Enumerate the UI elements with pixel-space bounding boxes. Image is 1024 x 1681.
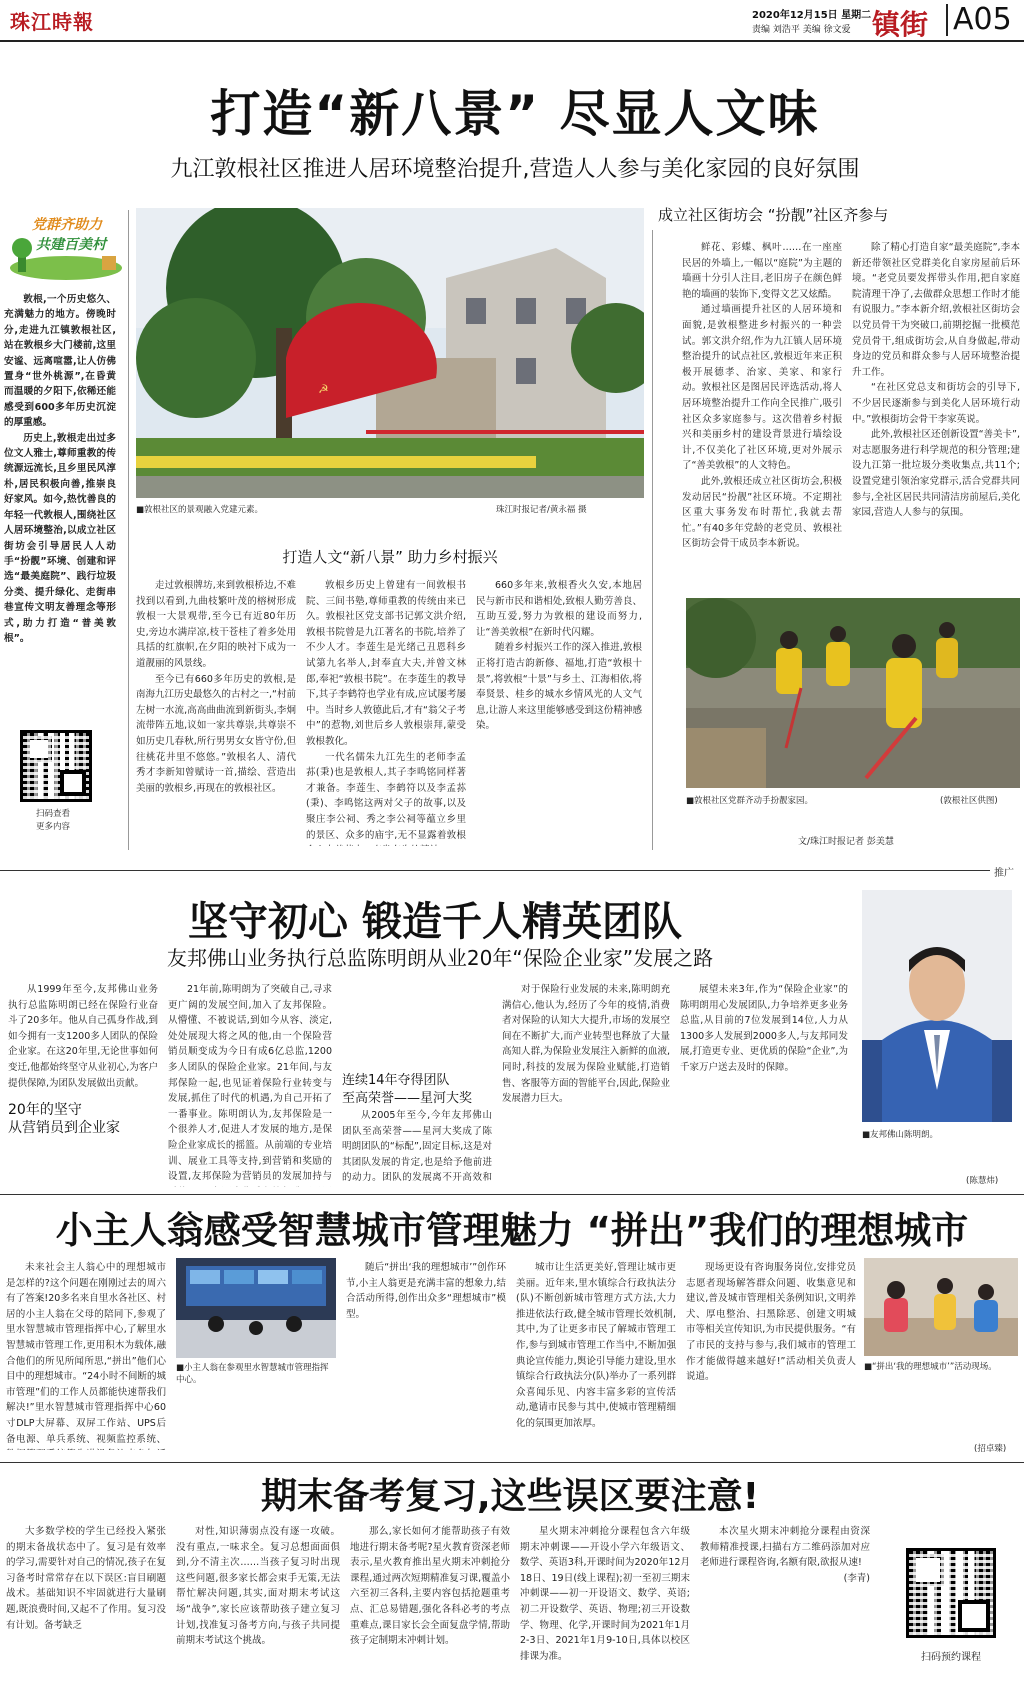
story2-body2: 从2005年至今,今年友邦佛山团队至高荣誉——星河大奖成了陈明朗团队的“标配”,固定目标,这是对其团队发展的肯定,也是给予他前进的动力。团队的发展离不开高效和 — [342, 1110, 492, 1184]
body-paragraph: “在社区党总支和街坊会的引导下,不少居民逐渐参与到美化人居环境行动中。”敦根街坊会骨干李家英说。 — [852, 382, 1020, 425]
story3-col2 — [346, 1260, 506, 1450]
story1-subhead: 九江敦根社区推进人居环境整治提升,营造人人参与美化家园的良好氛围 — [170, 157, 860, 182]
section-name: 镇街 — [872, 8, 929, 41]
story2-headline: 坚守初心 锻造千人精英团队 — [188, 899, 682, 945]
body-paragraph: 此外,敦根还成立社区街坊会,积极发动居民“扮靓”社区环境。不定期社区重大事务发布时帮忙,我就去帮忙。”有40多年党龄的老党员、敦根社区街坊会骨干成员李本新说。 — [682, 475, 842, 550]
story4-col2 — [176, 1524, 340, 1674]
story1-photo-village — [136, 208, 644, 498]
story2-subtitle2: 连续14年夺得团队 — [342, 1073, 450, 1088]
village-scene-image — [136, 208, 644, 498]
story1-photo-volunteers — [686, 598, 1020, 788]
story4-body1: 大多数学校的学生已经投入紧张的期末备战状态中了。复习是有效率的学习,需要针对自己的情况,孩子在复习备考时常常存在以下误区:盲目刷题战术。基础知识不牢固就进行大量刷题,既浪费时间,又起不了作用。复习没有计划。备考缺乏 — [6, 1526, 166, 1631]
story2-author: (陈慧炜) — [966, 1176, 999, 1186]
story4-body4: 星火期末冲刺抢分课程包含六年级期末冲刺课——开设小学六年级语文、数学、英语3科,开课时间为2020年12月18日、19日(线上课程);初一至初三期末冲刺课——初一开设语文、数学、英语;初二开设数学、英语、物理;初三开设数学、物理、化学,开课时间为2021年1月2-3日、2021年1月9-10日,具体以校区排课为准。 — [520, 1526, 690, 1662]
paper-logo: 珠江時報 — [10, 10, 94, 34]
story4-author: (李青) — [843, 1572, 870, 1584]
story2-intro: 从1999年至今,友邦佛山业务执行总监陈明朗已经在保险行业奋斗了20多年。他从自己孤身作战,到如今拥有一支1200多人团队的保险企业家。在这20年里,无论世事如何变迁,他都始终坚守从业初心,为客户提供保障,为团队发展做出贡献。 — [8, 984, 158, 1089]
story3-photo-command-center — [176, 1258, 336, 1358]
story2-subtitle2b: 至高荣誉——星河大奖 — [342, 1091, 473, 1106]
command-center-image — [176, 1258, 336, 1358]
story2-col2 — [168, 982, 332, 1187]
story4-headline: 期末备考复习,这些误区要注意! — [260, 1476, 760, 1517]
body-paragraph: 660多年来,敦根香火久安,本地居民与新市民和谐相处,致根人勤劳善良、互助互爱,努力为敦根的建设而努力,让“善美敦根”在新时代闪耀。 — [476, 580, 642, 638]
story1-body-a-col3 — [476, 578, 642, 846]
story2-body1: 21年前,陈明朗为了突破自己,寻求更广阔的发展空间,加入了友邦保险。从懵懂、不被说话,到如今从容、淡定,处处展现大将之风的他,由一个保险营销员顺变成为今日有成6亿总监,1200多人团队的保险企业家。21年间,与友邦保险一起,也见证着保险行业转变与发展,抓住了时代的机遇,为自己开拓了一番事业。陈明朗认为,友邦保险是一个很养人才,促进人才发展的地方,是保险企业家成长的摇篮。从前端的专业培训、展业工具等支持,到营销和奖励的设置,友邦保险为营销员的发展加持与 — [168, 984, 332, 1183]
story4-col4 — [520, 1524, 690, 1674]
issue-date: 2020年12月15日 星期二 — [752, 10, 872, 21]
story4-qr-code[interactable] — [906, 1548, 996, 1638]
story1-subtitle-a: 打造人文“新八景” 助力乡村振兴 — [282, 548, 498, 566]
body-paragraph: 此外,敦根社区还创新设置“善美卡”,对志愿服务进行科学规范的积分管理;建设九江第一批垃圾分类收集点,共11个;设置党建引领治家党群示,活合党群共同参与,全社区居民共同清洁房前屋后,美化家园,营造人人参与的氛围。 — [852, 429, 1020, 519]
story1-qr-label: 扫码查看 更多内容 — [36, 809, 71, 832]
story2-subtitle1: 20年的坚守 — [8, 1102, 82, 1119]
story1-qr-code[interactable] — [20, 730, 92, 802]
story1-divider — [652, 230, 653, 850]
story1-photo1-caption: ■敦根社区的景观融入党建元素。 — [136, 505, 264, 515]
story2-subtitle1b: 从营销员到企业家 — [8, 1120, 120, 1137]
body-paragraph: 除了精心打造自家“最美庭院”,李本新还带领社区党群美化自家房屋前后环境。“老党员要发挥带头作用,把自家庭院清理干净了,去做群众思想工作时才能有说服力。”李本新介绍,敦根社区街坊会以党员骨干为突破口,前期挖掘一批模范党员骨干,组成街坊会,从自身做起,带动身边的党员和群众参与人居环境整治提升工作。 — [852, 242, 1020, 378]
story2-col1 — [8, 982, 158, 1187]
story2-body3: 对于保险行业发展的未来,陈明朗充满信心,他认为,经历了今年的疫情,消费者对保险的认知大大提升,市场的发展空间在不断扩大,而产业转型也释放了大量高知人群,为保险业发展注入新鲜的血液,同时,科技的发展为保险业赋能,打造销售、客服等方面的智能平台,因此,保险业发展潜力巨大。 — [502, 984, 670, 1105]
story1-body-a-col2 — [306, 578, 466, 846]
story2-portrait-caption: ■友邦佛山陈明朗。 — [862, 1130, 939, 1140]
story4-qr-label: 扫码预约课程 — [921, 1652, 981, 1663]
body-paragraph: 通过墙画提升社区的人居环境和面貌,是敦根整进乡村振兴的一种尝试。郭文洪介绍,作为九江镇人居环境整治提升的试点社区,敦根近年来正积极开展德孝、治家、美家、和家行动。敦根社区是图居民评选活动,将人居环境整治提升工作向全民推广,吸引社区众多家庭参与。这次借着乡村振兴和美丽乡村的建设背景进行墙绘设计,不仅美化了社区环境,更对外展示了“善美敦根”的人文特色。 — [682, 304, 842, 472]
intro-paragraph: 敦根,一个历史悠久、充满魅力的地方。傍晚时分,走进九江镇敦根社区,站在敦根乡大门楼前,这里安谧、远离喧嚣,让人仿佛置身“世外桃源”,在昏黄而温暖的夕阳下,依稀还能感受到600多年历史沉淀的厚重感。 — [4, 294, 116, 429]
story3-body3: 城市让生活更美好,管理让城市更美丽。近年来,里水镇综合行政执法分(队)不断创新城市管理方式方法,大力推进依法行政,健全城市管理长效机制,其中,为了让更多市民了解城市管理工作,参与到城市管理工作当中,不断加强典论宣传能力,舆论引导能力建设,里水镇综合行政执法分(队)举办了一系列群众喜闻乐见、内容丰富多彩的宣传活动,邀请市民参与其中,使城市管理精细化的氛围更加浓厚。 — [516, 1262, 676, 1429]
story1-subtitle-b: 成立社区街坊会 “扮靓”社区齐参与 — [658, 206, 889, 224]
promo-tag: 推广 — [994, 868, 1014, 879]
story4-body2: 对性,知识薄弱点没有逐一攻破。没有重点,一味求全。复习总想面面俱到,分不清主次……当孩子复习时出现这些问题,很多家长都会束手无策,无法帮忙解决问题,其实,面对期末考试这场“战争”,家长应该帮助孩子建立复习计划,找准复习备考方向,与孩子共同提前期末考试这个挑战。 — [176, 1526, 340, 1647]
body-paragraph: 随着乡村振兴工作的深入推进,敦根正将打造古韵新修、福地,打造“敦根十景”,将敦根“十景”与乡土、江海相依,将奉贤景、桂乡的城水乡情风光的人文气息,让游人来这里能够感受到这份精神感染。 — [476, 642, 642, 732]
badge-line2: 共建百美村 — [36, 237, 106, 253]
portrait-image — [862, 890, 1012, 1122]
body-paragraph: 敦根乡历史上曾建有一间敦根书院、三间书塾,尊师重教的传统由来已久。敦根社区党支部书记郭文洪介绍,敦根书院曾是九江著名的书院,培养了不少人才。李莲生是光绪己丑恩科乡试第九名举人,封奉直大夫,并曾文林郎,奉祀“敦根书院”。在李莲生的教导下,其子李鹤符也学业有成,应试屡考屡中。当时乡人敦德此后,才有“翁父子考中”的惹物,刘世后乡人敦根崇拜,蒙受敦根教化。 — [306, 580, 466, 747]
editors-credit: 责编 刘浩平 美编 徐文爱 — [752, 25, 851, 35]
story1-body-b-col1 — [682, 240, 842, 592]
story1-photo1-credit: 珠江时报记者/黄永福 摄 — [496, 505, 587, 515]
story1-byline: 文/珠江时报记者 彭美慧 — [798, 837, 894, 847]
story4-col5 — [700, 1524, 870, 1674]
story3-photo2-caption: ■“拼出‘我的理想城市’”活动现场。 — [864, 1362, 997, 1372]
story3-body2: 随后“拼出‘我的理想城市’”创作环节,小主人翁更是充满丰富的想象力,结合活动所得,创作出众多“理想城市”模型。 — [346, 1262, 506, 1320]
story2-body4: 展望未来3年,作为“保险企业家”的陈明朗用心发展团队,力争培养更多业务总监,从目前的7位发展到14位,人力从1300多人发展到2000多人,与友邦同发展,打造更专业、更优质的保险“企业”,为千家万户送去及时的保障。 — [680, 984, 848, 1073]
body-paragraph: 一代名儒朱九江先生的老师李孟荪(秉)也是敦根人,其子李鸣铭同样著才兼备。李莲生、李鹤符以及李孟荪(秉)、李鸣铭这两对父子的故事,以及聚庄李公祠、秀之李公祠等蕴立乡里的景区、众多的庙宇,无不显露着敦根 — [306, 751, 466, 841]
story4-col3 — [350, 1524, 510, 1674]
story1-body-a-col1 — [136, 578, 296, 846]
story4-body5: 本次星火期末冲刺抢分课程由资深教师精准授课,扫描右方二维码添加对应老师进行课程咨询,名额有限,欲报从速! — [700, 1526, 870, 1569]
body-paragraph: 走过敦根牌坊,来到敦根桥边,不难找到以看到,九曲枝繁叶茂的榕树形成敦根一大景观带,至今已有近80年历史,旁边水满岸凉,枝干苍桂了着多处用具括的红旗帜,在夕阳的映衬下成为一道靓丽的风景线。 — [136, 580, 296, 669]
story1-intro — [4, 292, 116, 662]
story-divider — [0, 1194, 1024, 1195]
story3-col3 — [516, 1260, 676, 1450]
story3-col4 — [686, 1260, 856, 1450]
story3-photo-activity — [864, 1258, 1018, 1356]
story3-body4: 现场更设有咨询服务岗位,安排党员志愿者现场解答群众问题、收集意见和建议,普及城市管理相关条例知识,文明养犬、厚电整治、扫黑除恶、创建文明城市等相关宣传知识,为市民提供服务。“有了市民的支持与参与,我们城市的管理工作才能做得越来越好!”活动相关负责人说道。 — [686, 1262, 856, 1383]
story4-col1 — [6, 1524, 166, 1674]
story3-author: (招卓臻) — [974, 1444, 1007, 1454]
campaign-badge — [6, 212, 126, 282]
body-paragraph: 鲜花、彩蝶、枫叶……在一座座民居的外墙上,一幅以“庭院”为主题的墙画十分引人注目,老旧房子在颜色鲜艳的墙画的装饰下,变得文艺又炫酷。 — [682, 242, 842, 300]
story3-col1 — [6, 1260, 166, 1450]
body-paragraph: 至今已有660多年历史的敦根,是南海九江历史最悠久的古村之一,“村前左树一水流,高高曲曲流到新街头,李炯流带阵五地,议如一家共尊崇,共尊崇不如历史几春秋,所行男男女女皆守份,但往桃花井里不悠悠。”敦根名人、清代秀才李新知曾赋诗一首,描绘、营造出美丽的敦根乡,再现在的敦根社区。 — [136, 673, 296, 794]
story1-body-b-col2 — [852, 240, 1020, 592]
svg-text:☭: ☭ — [318, 382, 329, 396]
story1-headline: 打造“新八景” 尽显人文味 — [210, 85, 820, 143]
story2-subhead: 友邦佛山业务执行总监陈明朗从业20年“保险企业家”发展之路 — [166, 946, 714, 970]
activity-scene-image — [864, 1258, 1018, 1356]
story2-portrait — [862, 890, 1012, 1122]
promo-rule — [0, 870, 990, 871]
story1-photo2-caption: ■敦根社区党群齐动手扮靓家园。 — [686, 796, 814, 806]
story2-col3 — [342, 982, 492, 1187]
story-divider — [0, 1462, 1024, 1463]
story1-photo2-credit: (敦根社区供图) — [940, 796, 998, 806]
story1-divider — [128, 210, 129, 850]
story3-headline: 小主人翁感受智慧城市管理魅力 “拼出”我们的理想城市 — [55, 1209, 969, 1252]
story2-col4 — [502, 982, 670, 1187]
intro-paragraph: 历史上,敦根走出过多位文人雅士,尊师重教的传统源远流长,且乡里民风淳朴,居民积极向善,推崇良好家风。如今,热忱善良的年轻一代敦根人,围绕社区人居环境整治,以成立社区街坊会引导居民人人动手“扮靓”环境、创建和评选“最美庭院”、践行垃圾分类、提升绿化、走街串巷宣传文明友善理念等形式,助力打造“普美敦根”。 — [4, 432, 116, 644]
page-number: A05 — [946, 4, 1012, 36]
story4-body3: 那么,家长如何才能帮助孩子有效地进行期末备考呢?星火教育资深老师表示,星火教育推出星火期末冲刺抢分课程,通过两次短期精准复习课,覆盖小六至初三各科,主要内容包括抢题重考点、汇总易错题,强化各科必考的考点重难点,课目家长会全面复盘学情,帮助孩子定制期末冲刺计划。 — [350, 1526, 510, 1647]
badge-line1: 党群齐助力 — [32, 217, 102, 233]
story3-body1: 未来社会主人翁心中的理想城市是怎样的?这个问题在刚刚过去的周六有了答案!20多名来自里水各社区、村居的小主人翁在父母的陪同下,参观了里水智慧城市管理指挥中心,了解里水智慧城市管理工作,更用积木为载体,融合他们的所见所闻所思,“拼出”他们心目中的理想城市。“24小时不间断的城市管理”们的工作人员都能快速帮我们解决!”里水智慧城市管理指挥中心60寸DLP大屏幕、双屏工作站、UPS后备电源、单兵系统、视频监控系统、 — [6, 1262, 166, 1445]
masthead — [0, 0, 1024, 42]
story3-photo1-caption: ■小主人翁在参观里水智慧城市管理指挥中心。 — [176, 1363, 329, 1385]
volunteers-scene-image — [686, 598, 1020, 788]
story2-col5 — [680, 982, 848, 1187]
